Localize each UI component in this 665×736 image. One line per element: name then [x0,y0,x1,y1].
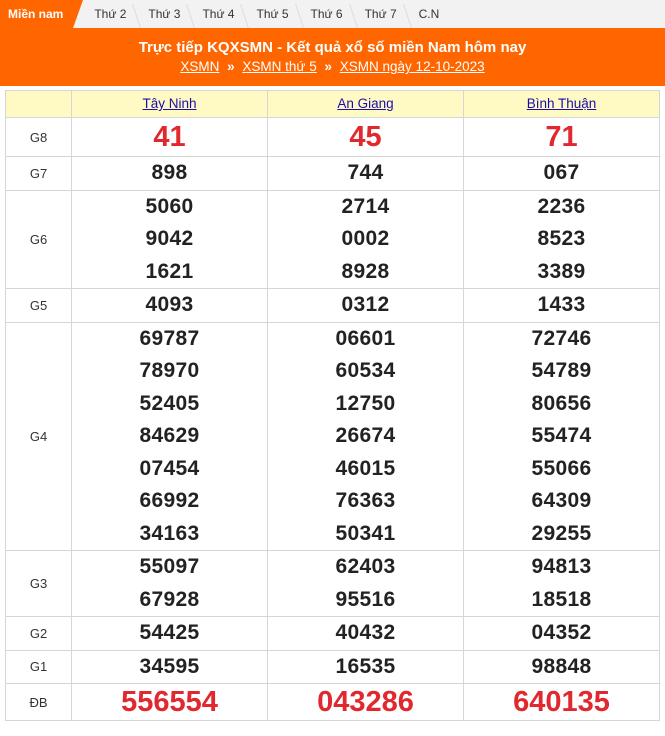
tab-mien-nam[interactable]: Miền nam [0,0,73,28]
prize-number: 2714 [341,194,390,218]
prize-number: 69787 [139,326,200,350]
prize-number: 898 [151,161,188,184]
prize-number: 06601 [335,326,396,350]
prize-number: 94813 [531,555,592,578]
prize-label: ĐB [6,684,72,721]
prize-row [6,157,660,191]
province-link-tay-ninh[interactable]: Tây Ninh [142,96,197,111]
day-tabs [0,0,665,28]
prize-cell [464,190,660,289]
prize-number: 043286 [317,686,414,718]
prize-cell [72,157,268,191]
prize-number: 52405 [139,391,200,415]
prize-cell [72,650,268,684]
prize-number: 640135 [513,686,610,718]
tab-chu-nhat[interactable]: C.N [418,7,440,21]
prize-cell [72,118,268,157]
prize-number: 55066 [531,456,592,480]
prize-number: 556554 [121,686,218,718]
prize-number: 18518 [531,587,592,611]
prize-number: 2236 [537,194,586,218]
prize-row [6,650,660,684]
tab-thu-3[interactable]: Thứ 3 [137,0,191,28]
prize-number: 54789 [531,359,592,382]
prize-number: 78970 [139,359,200,382]
prize-number: 46015 [335,456,396,480]
prize-cell [464,157,660,191]
prize-cell [464,617,660,651]
prize-number: 72746 [531,326,592,350]
prize-number: 55097 [139,555,200,578]
prize-number: 29255 [531,521,592,545]
prize-number: 34595 [139,654,200,678]
prize-cell [72,322,268,551]
prize-number: 12750 [335,391,396,415]
prize-number: 1433 [537,293,586,316]
prize-label: G2 [6,617,72,651]
breadcrumb [0,58,665,76]
prize-cell [464,551,660,617]
prize-number: 8523 [537,227,586,250]
prize-number: 9042 [145,227,194,250]
prize-number: 50341 [335,521,396,545]
prize-number: 744 [347,161,384,184]
prize-cell [72,551,268,617]
prize-number: 64309 [531,489,592,512]
prize-label: G4 [6,322,72,551]
prize-number: 3389 [537,259,586,283]
prize-number: 40432 [335,621,396,644]
tab-thu-2[interactable]: Thứ 2 [83,0,137,28]
prize-number: 54425 [139,621,200,644]
prize-number: 41 [153,121,186,153]
prize-label: G1 [6,650,72,684]
prize-row [6,322,660,551]
tab-thu-4[interactable]: Thứ 4 [191,0,245,28]
prize-number: 4093 [145,293,194,316]
results-banner [0,28,665,86]
prize-cell [268,551,464,617]
breadcrumb-xsmn[interactable]: XSMN [180,59,220,74]
prize-label: G5 [6,289,72,323]
prize-row [6,551,660,617]
prize-number: 1621 [145,259,194,283]
prize-number: 71 [545,121,578,153]
prize-number: 98848 [531,654,592,678]
prize-cell [464,650,660,684]
breadcrumb-separator: » [227,59,235,74]
breadcrumb-xsmn-thu-5[interactable]: XSMN thứ 5 [242,59,317,74]
prize-number: 66992 [139,489,200,512]
prize-cell [268,190,464,289]
prize-row [6,617,660,651]
prize-cell [72,617,268,651]
prize-number: 0002 [341,227,390,250]
prize-number: 04352 [531,621,592,644]
prize-number: 60534 [335,359,396,382]
prize-number: 45 [349,121,382,153]
prize-cell [464,684,660,721]
prize-number: 26674 [335,424,396,447]
prize-cell [268,157,464,191]
prize-cell [72,190,268,289]
results-table [5,90,660,721]
prize-number: 84629 [139,424,200,447]
prize-label: G6 [6,190,72,289]
prize-cell [268,322,464,551]
prize-label: G8 [6,118,72,157]
prize-cell [464,322,660,551]
prize-number: 16535 [335,654,396,678]
prize-rows [6,118,660,721]
prize-cell [268,684,464,721]
prize-cell [268,289,464,323]
prize-number: 067 [543,161,580,184]
tab-thu-7[interactable]: Thứ 7 [354,0,408,28]
prize-row [6,118,660,157]
prize-number: 76363 [335,489,396,512]
prize-number: 67928 [139,587,200,611]
prize-label: G7 [6,157,72,191]
prize-number: 80656 [531,391,592,415]
prize-number: 34163 [139,521,200,545]
province-link-an-giang[interactable]: An Giang [337,96,394,111]
prize-cell [268,617,464,651]
prize-cell [464,289,660,323]
province-header-row [6,91,660,118]
province-link-binh-thuan[interactable]: Bình Thuận [526,96,597,111]
prize-cell [464,118,660,157]
prize-number: 62403 [335,555,396,578]
prize-cell [268,118,464,157]
prize-number: 07454 [139,456,200,480]
prize-label: G3 [6,551,72,617]
breadcrumb-xsmn-date[interactable]: XSMN ngày 12-10-2023 [339,59,485,74]
prize-number: 0312 [341,293,390,316]
tab-thu-5[interactable]: Thứ 5 [245,0,299,28]
page-title: Trực tiếp KQXSMN - Kết quả xổ số miền Nam hôm nay [138,39,527,56]
prize-number: 5060 [145,194,194,218]
prize-number: 8928 [341,259,390,283]
prize-cell [72,684,268,721]
prize-row [6,684,660,721]
breadcrumb-separator: » [324,59,333,74]
tab-thu-6[interactable]: Thứ 6 [300,0,354,28]
prize-cell [268,650,464,684]
prize-number: 55474 [531,424,592,447]
prize-row [6,289,660,323]
header-corner [6,91,72,118]
prize-cell [72,289,268,323]
prize-number: 95516 [335,587,396,611]
prize-row [6,190,660,289]
